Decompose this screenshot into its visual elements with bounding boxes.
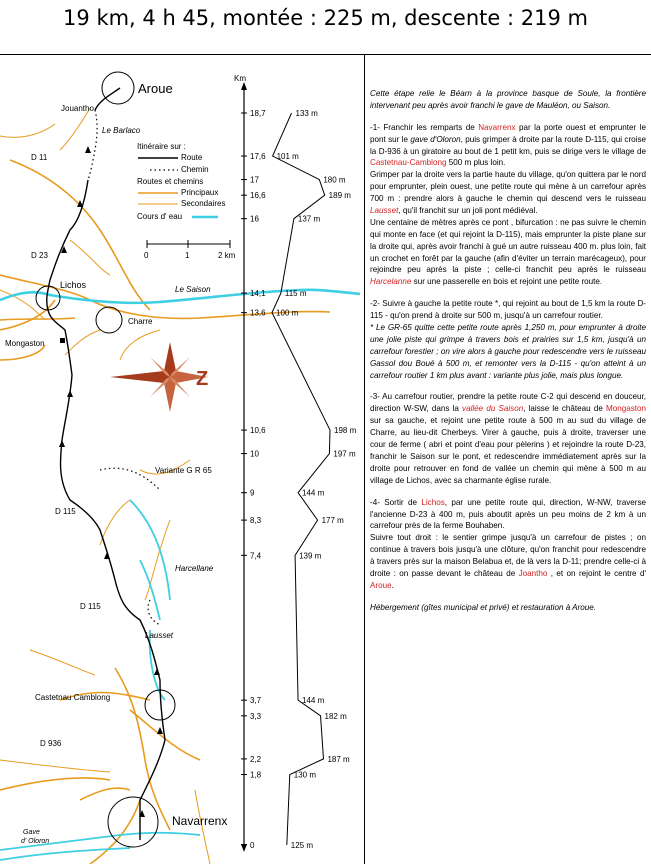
altitude-label: 130 m bbox=[293, 770, 316, 780]
step-4: -4- Sortir de Lichos, par une petite route qui, direction, W-NW, traverse l'ancienne D-23 à 400 m, puis aboutit après un peu moins de 2 km à un carrefour près de la ferme Bouhaben. bbox=[370, 497, 646, 531]
step-4-para-2: Suivre tout droit : le sentier grimpe jusqu'à un carrefour de pistes ; on continue à travers bois jusqu'à une clôture, qu'on franchit pour redescendre à travers près sur la maison Belabua et, de là vers la D-11; prendre celle-ci à droite : on passe devant le château de Joantho , et on rejoint le centre d' Aroue. bbox=[370, 533, 646, 590]
altitude-label: 137 m bbox=[297, 214, 321, 224]
footer-note: Hébergement (gîtes municipal et privé) et restauration à Aroue. bbox=[370, 602, 596, 612]
charre-circle bbox=[96, 307, 122, 333]
legend-heading: Itinéraire sur : bbox=[137, 142, 186, 151]
secondary-roads bbox=[0, 108, 210, 864]
label-saison: Le Saison bbox=[175, 285, 211, 294]
altitude-label: 180 m bbox=[323, 175, 346, 185]
main-route bbox=[47, 88, 165, 840]
altitude-label: 133 m bbox=[295, 109, 318, 118]
step-1: -1- Franchir les remparts de Navarrenx par la porte ouest et emprunter le pont sur le gave d'Oloron, puis grimper à droite par la route D-115, qui croise la D-936 à un giratoire au bout de 1 petit km, puis se dirige vers le village de Castetnau-Camblong 500 m plus loin. bbox=[370, 122, 647, 168]
label-barlaco: Le Barlaco bbox=[102, 126, 141, 135]
scale-2: 2 km bbox=[218, 251, 236, 260]
scale-1: 1 bbox=[185, 251, 190, 260]
label-oloron: d' Oloron bbox=[21, 838, 50, 845]
legend-principaux: Principaux bbox=[181, 188, 219, 197]
label-d115b: D 115 bbox=[80, 602, 101, 611]
altitude-label: 115 m bbox=[284, 289, 307, 299]
km-label: 16 bbox=[250, 214, 259, 224]
km-label: 16,6 bbox=[250, 191, 266, 201]
step-3: -3- Au carrefour routier, prendre la petite route C-2 qui descend en douceur, direction W-SW, dans la vallée du Saison, laisse le château de Mongaston sur sa gauche, et rejoint une petite route à 500 m au sud du village de Charre, au lieu-dit Cherbeys. Virer à gauche, puis à droite, traverser une cour de ferme ( abri et point d'eau pour pèlerins ) et rejoindre la route D-23, franchir le Saison sur le pont, et redescendre immédiatement après sur la droite pour retrouver en fond de vallée un chemin qui mène à 500 m au village de Lichos, avec sa charmante église rurale. bbox=[370, 392, 647, 485]
km-label: 7,4 bbox=[250, 551, 262, 561]
label-harcelanne: Harcellane bbox=[175, 564, 214, 573]
altitude-label: 187 m bbox=[327, 754, 350, 764]
label-mongaston: Mongaston bbox=[5, 339, 45, 348]
altitude-label: 198 m bbox=[334, 426, 357, 436]
km-label: 3,7 bbox=[250, 696, 262, 706]
step-1-para-2: Grimper par la droite vers la partie haute du village, qu'on quittera par le nord pour emprunter, plein ouest, une petite route qui mène à un carrefour après 700 m : prendre alors à gauche le chemin qui descend vers le ruisseau Lausset, qu'il franchit sur un joli pont médiéval. bbox=[370, 170, 646, 216]
altitude-label: 177 m bbox=[321, 516, 344, 526]
aroue-circle bbox=[102, 72, 134, 104]
altitude-label: 125 m bbox=[290, 841, 314, 850]
label-aroue: Aroue bbox=[138, 81, 173, 96]
km-label: 10 bbox=[250, 449, 259, 459]
step-1-para-3: Une centaine de mètres après ce pont , bifurcation : ne pas suivre le chemin qui monte en face (et qui rejoint la D-115), mais emprunter la piste plane sur la droite qui, après avoir franchi à gué un autre ruisseau 400 m. plus loin, fait un crochet en forêt par la gauche (afin d'éviter un terrain marécageux), pour rejoindre peu après la piste ; celle-ci franchit peu après le ruisseau Harcelanne sur une passerelle en bois et rejoint une petite route. bbox=[370, 217, 646, 287]
km-label: 3,3 bbox=[250, 711, 262, 721]
label-gave: Gave bbox=[23, 829, 40, 836]
altitude-label: 189 m bbox=[328, 191, 351, 201]
mongaston-marker bbox=[60, 338, 65, 343]
principal-roads bbox=[0, 160, 330, 864]
km-label: 17 bbox=[250, 175, 259, 185]
km-label: 10,6 bbox=[250, 426, 266, 436]
km-label: 18,7 bbox=[250, 109, 266, 118]
altitude-label: 144 m bbox=[302, 696, 325, 706]
label-d23: D 23 bbox=[31, 251, 48, 260]
legend-chemin: Chemin bbox=[181, 165, 209, 174]
legend-secondaires: Secondaires bbox=[181, 199, 226, 208]
km-label: 0 bbox=[250, 841, 255, 850]
label-navarrenx: Navarrenx bbox=[172, 814, 228, 828]
altitude-label: 197 m bbox=[333, 449, 356, 459]
route-map bbox=[0, 55, 364, 864]
label-charre: Charre bbox=[128, 317, 153, 326]
trail-dotted bbox=[88, 110, 160, 625]
altitude-label: 139 m bbox=[299, 551, 322, 561]
label-d11: D 11 bbox=[31, 153, 48, 162]
column-divider bbox=[364, 55, 365, 864]
page-title: 19 km, 4 h 45, montée : 225 m, descente : 219 m bbox=[63, 6, 588, 30]
compass-rose-icon bbox=[110, 342, 208, 412]
profile-unit: Km bbox=[234, 74, 246, 83]
altitude-label: 144 m bbox=[302, 488, 325, 498]
label-jouantho: Jouantho bbox=[61, 104, 94, 113]
scale-bar bbox=[144, 240, 236, 260]
km-label: 13,6 bbox=[250, 308, 266, 318]
km-label: 17,6 bbox=[250, 152, 266, 162]
elevation-profile bbox=[234, 74, 357, 852]
scale-0: 0 bbox=[144, 251, 149, 260]
label-d936: D 936 bbox=[40, 739, 62, 748]
step-2: -2- Suivre à gauche la petite route *, qui rejoint au bout de 1,5 km la route D-115 - qu'on prend à droite sur 500 m, jusqu'à un carrefour routier. bbox=[370, 299, 646, 321]
compass-label: Z bbox=[196, 368, 209, 390]
label-d115a: D 115 bbox=[55, 507, 76, 516]
km-label: 1,8 bbox=[250, 770, 262, 780]
navarrenx-circle bbox=[108, 797, 158, 847]
km-label: 2,2 bbox=[250, 754, 262, 764]
km-label: 9 bbox=[250, 488, 255, 498]
altitude-label: 182 m bbox=[324, 711, 347, 721]
map-legend bbox=[137, 142, 236, 260]
legend-cours-eau: Cours d' eau bbox=[137, 212, 183, 221]
step-2-note: * Le GR-65 quitte cette petite route après 1,250 m, pour emprunter à droite une jolie piste qui grimpe à travers bois et prairies sur 1,5 km, jusqu'à un carrefour forestier ; on vire alors à gauche pour redescendre vers le ruisseau Gassol dou Boué à 500 m, et remonter vers la D-115 - qu'on atteint à un carrefour routier 1 km plus avant : variante plus jolie, mais plus longue. bbox=[370, 323, 646, 380]
legend-route: Route bbox=[181, 153, 203, 162]
route-description bbox=[370, 88, 646, 614]
altitude-label: 100 m bbox=[276, 308, 299, 318]
label-lichos: Lichos bbox=[60, 280, 87, 290]
label-lausset: Lausset bbox=[145, 631, 174, 640]
km-label: 14,1 bbox=[250, 289, 266, 299]
streams bbox=[0, 500, 200, 860]
label-castetnau: Castetnau Camblong bbox=[35, 693, 111, 702]
altitude-label: 101 m bbox=[276, 152, 299, 162]
km-label: 8,3 bbox=[250, 516, 262, 526]
legend-routes-chemins: Routes et chemins bbox=[137, 177, 204, 186]
label-variante: Variante G R 65 bbox=[155, 466, 212, 475]
intro: Cette étape relie le Béarn à la province basque de Soule, la frontière intervenant peu après avoir franchi le gave de Mauléon, ou Saison. bbox=[370, 89, 646, 110]
